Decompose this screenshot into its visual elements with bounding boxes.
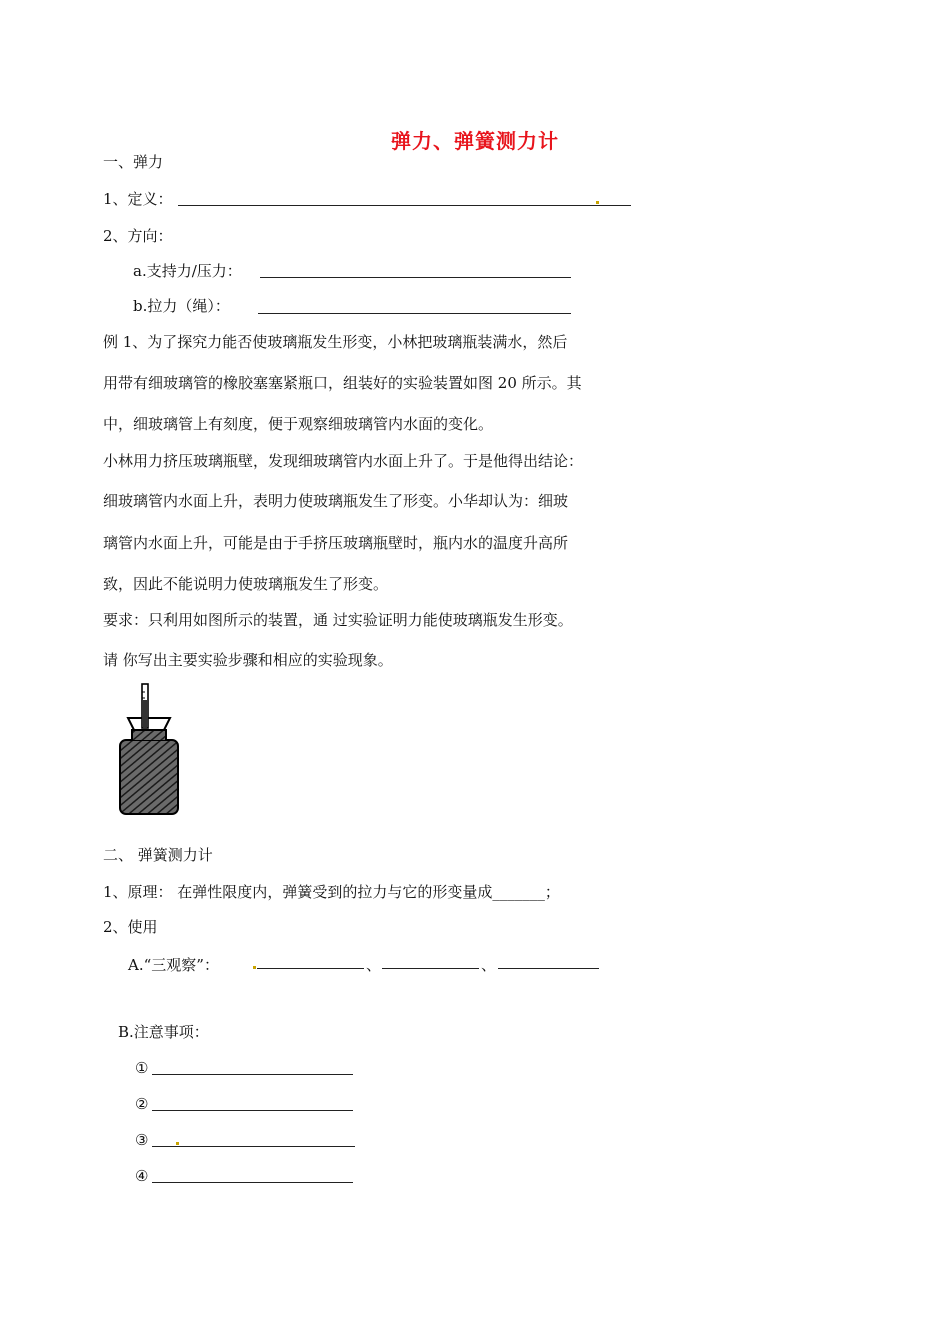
tension-blank bbox=[258, 313, 571, 314]
glass-bottle-figure bbox=[110, 680, 190, 820]
section2-heading: 二、 弹簧测力计 bbox=[103, 846, 213, 864]
note-blank-1 bbox=[152, 1074, 353, 1075]
support-force-blank bbox=[260, 277, 571, 278]
speck bbox=[176, 1142, 179, 1145]
example-line: 细玻璃管内水面上升，表明力使玻璃瓶发生了形变。小华却认为：细玻 bbox=[103, 492, 569, 510]
observation-blank-3 bbox=[498, 968, 599, 969]
speck bbox=[596, 201, 599, 204]
three-observations-label: A.“三观察”： bbox=[128, 956, 219, 974]
support-force-label: a.支持力/压力： bbox=[133, 262, 242, 280]
precautions-label: B.注意事项： bbox=[118, 1023, 209, 1041]
observation-blank-1 bbox=[257, 968, 364, 969]
speck bbox=[253, 966, 256, 969]
note-number-3: ③ bbox=[135, 1131, 149, 1149]
definition-blank bbox=[178, 205, 631, 206]
page-title: 弹力、弹簧测力计 bbox=[391, 129, 559, 153]
section1-heading: 一、弹力 bbox=[103, 153, 164, 171]
observation-blank-2 bbox=[382, 968, 479, 969]
example-line: 璃管内水面上升，可能是由于手挤压玻璃瓶壁时，瓶内水的温度升高所 bbox=[103, 534, 569, 552]
example-line: 要求：只利用如图所示的装置，通 过实验证明力能使玻璃瓶发生形变。 bbox=[103, 611, 573, 629]
note-blank-4 bbox=[152, 1182, 353, 1183]
example-line: 中，细玻璃管上有刻度，便于观察细玻璃管内水面的变化。 bbox=[103, 415, 494, 433]
note-blank-2 bbox=[152, 1110, 353, 1111]
note-blank-3 bbox=[152, 1146, 355, 1147]
usage-label: 2、使用 bbox=[103, 918, 158, 936]
direction-label: 2、方向： bbox=[103, 227, 173, 245]
note-number-2: ② bbox=[135, 1095, 149, 1113]
example-line: 小林用力挤压玻璃瓶壁，发现细玻璃管内水面上升了。于是他得出结论： bbox=[103, 452, 584, 470]
definition-label: 1、定义： bbox=[103, 190, 173, 208]
example-line: 用带有细玻璃管的橡胶塞塞紧瓶口，组装好的实验装置如图 20 所示。其 bbox=[103, 374, 582, 392]
note-number-4: ④ bbox=[135, 1167, 149, 1185]
example-line: 例 1、为了探究力能否使玻璃瓶发生形变，小林把玻璃瓶装满水，然后 bbox=[103, 333, 568, 351]
example-line: 请 你写出主要实验步骤和相应的实验现象。 bbox=[103, 651, 393, 669]
note-number-1: ① bbox=[135, 1059, 149, 1077]
tension-label: b.拉力（绳）： bbox=[133, 297, 230, 315]
example-line: 致，因此不能说明力使玻璃瓶发生了形变。 bbox=[103, 575, 389, 593]
separator: 、 bbox=[481, 956, 497, 974]
principle-line: 1、原理： 在弹性限度内，弹簧受到的拉力与它的形变量成_______； bbox=[103, 883, 560, 901]
separator: 、 bbox=[366, 956, 382, 974]
